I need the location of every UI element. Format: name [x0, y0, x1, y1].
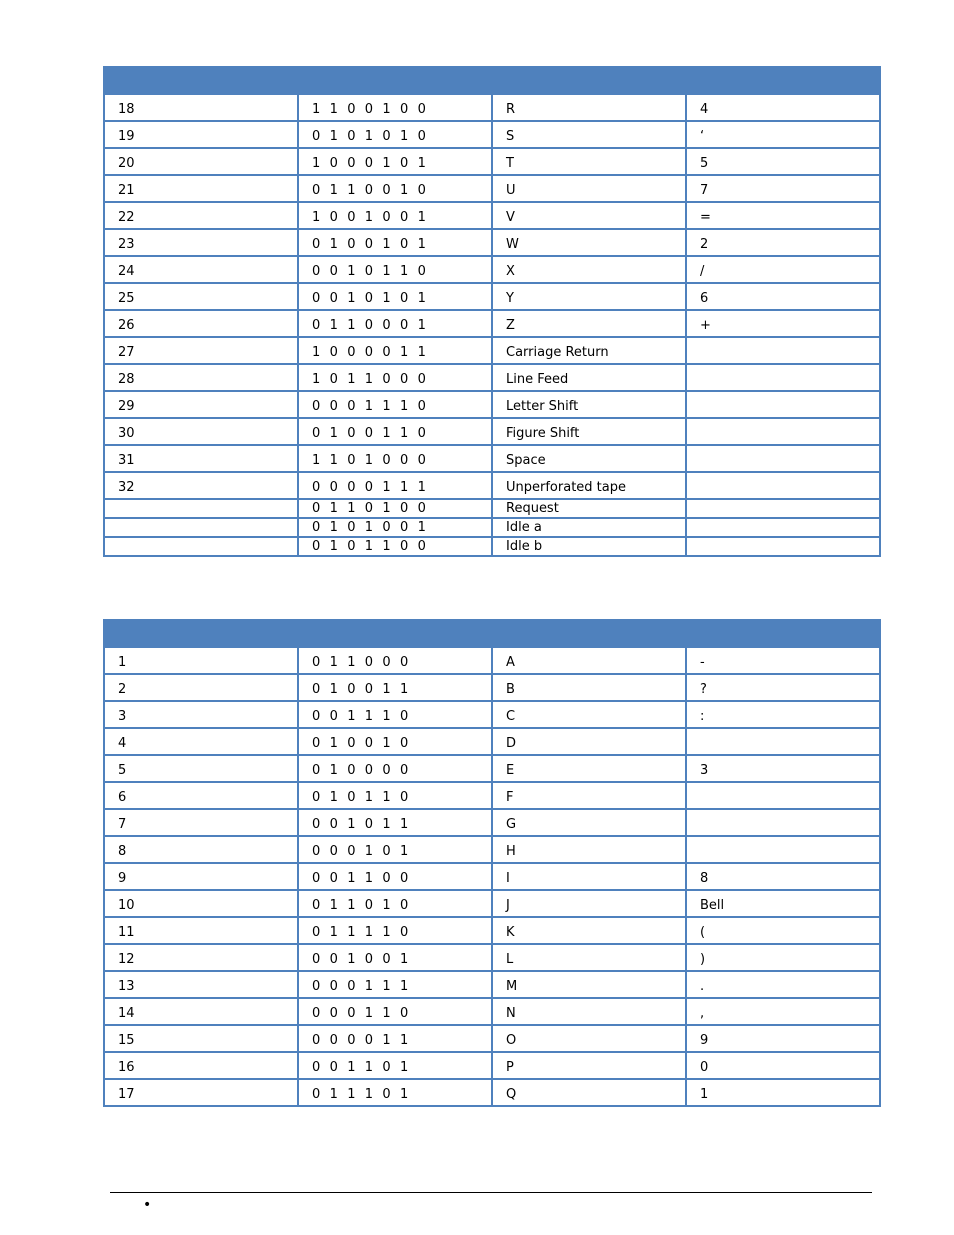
table-row — [104, 782, 880, 809]
figure-cell — [686, 809, 880, 836]
code-cell: 1 1 0 0 1 0 0 — [298, 94, 492, 121]
code-cell: 0 0 1 1 0 0 — [298, 863, 492, 890]
figure-cell: Bell — [686, 890, 880, 917]
figure-cell — [686, 364, 880, 391]
code-cell: 1 1 0 1 0 0 0 — [298, 445, 492, 472]
table-row — [104, 175, 880, 202]
number-cell: 15 — [104, 1025, 298, 1052]
code-cell: 0 0 1 1 0 1 — [298, 1052, 492, 1079]
table-row — [104, 971, 880, 998]
table-row — [104, 836, 880, 863]
number-cell: 23 — [104, 229, 298, 256]
figure-cell — [686, 472, 880, 499]
letter-cell: Z — [492, 310, 686, 337]
table-row — [104, 283, 880, 310]
letter-cell: Idle b — [492, 537, 686, 556]
figure-cell: ) — [686, 944, 880, 971]
table-row — [104, 391, 880, 418]
letter-cell: W — [492, 229, 686, 256]
table-row — [104, 518, 880, 537]
number-cell: 17 — [104, 1079, 298, 1106]
figure-cell: 1 — [686, 1079, 880, 1106]
letter-cell: Request — [492, 499, 686, 518]
letter-cell: P — [492, 1052, 686, 1079]
figure-cell: 2 — [686, 229, 880, 256]
letter-cell: O — [492, 1025, 686, 1052]
code-cell: 0 0 0 0 1 1 — [298, 1025, 492, 1052]
number-cell: 9 — [104, 863, 298, 890]
code-cell: 0 1 0 1 0 1 0 — [298, 121, 492, 148]
figure-cell — [686, 518, 880, 537]
figure-cell: = — [686, 202, 880, 229]
table-row — [104, 1025, 880, 1052]
code-cell: 0 0 0 0 1 1 1 — [298, 472, 492, 499]
code-cell: 0 0 0 1 1 0 — [298, 998, 492, 1025]
number-cell: 16 — [104, 1052, 298, 1079]
letter-cell: G — [492, 809, 686, 836]
letter-cell: H — [492, 836, 686, 863]
code-cell: 1 0 1 1 0 0 0 — [298, 364, 492, 391]
number-cell: 26 — [104, 310, 298, 337]
code-cell: 0 0 0 1 0 1 — [298, 836, 492, 863]
code-cell: 0 0 1 0 1 1 — [298, 809, 492, 836]
table-row — [104, 229, 880, 256]
table-row — [104, 364, 880, 391]
number-cell: 22 — [104, 202, 298, 229]
number-cell: 5 — [104, 755, 298, 782]
table-row — [104, 310, 880, 337]
letter-cell: S — [492, 121, 686, 148]
code-cell: 1 0 0 0 1 0 1 — [298, 148, 492, 175]
number-cell: 21 — [104, 175, 298, 202]
number-cell: 4 — [104, 728, 298, 755]
number-cell: 25 — [104, 283, 298, 310]
code-cell: 0 0 1 1 1 0 — [298, 701, 492, 728]
letter-cell: B — [492, 674, 686, 701]
table-row — [104, 94, 880, 121]
code-cell: 0 1 1 0 0 1 0 — [298, 175, 492, 202]
code-table-a — [103, 66, 881, 557]
letter-cell: C — [492, 701, 686, 728]
letter-cell: Line Feed — [492, 364, 686, 391]
figure-cell — [686, 418, 880, 445]
code-cell: 0 1 1 1 0 1 — [298, 1079, 492, 1106]
code-cell: 0 1 0 0 1 1 0 — [298, 418, 492, 445]
table-row — [104, 472, 880, 499]
figure-cell — [686, 337, 880, 364]
letter-cell: E — [492, 755, 686, 782]
letter-cell: Y — [492, 283, 686, 310]
table-row — [104, 998, 880, 1025]
code-cell: 0 1 1 0 0 0 1 — [298, 310, 492, 337]
code-cell: 0 1 1 0 0 0 — [298, 647, 492, 674]
number-cell: 31 — [104, 445, 298, 472]
figure-cell — [686, 782, 880, 809]
table-row — [104, 674, 880, 701]
number-cell: 14 — [104, 998, 298, 1025]
number-cell: 24 — [104, 256, 298, 283]
table-row — [104, 499, 880, 518]
code-cell: 0 1 1 0 1 0 0 — [298, 499, 492, 518]
code-cell: 0 1 1 1 1 0 — [298, 917, 492, 944]
code-cell: 1 0 0 0 0 1 1 — [298, 337, 492, 364]
letter-cell: N — [492, 998, 686, 1025]
code-cell: 0 0 1 0 0 1 — [298, 944, 492, 971]
letter-cell: Letter Shift — [492, 391, 686, 418]
code-cell: 0 1 0 1 1 0 — [298, 782, 492, 809]
table-row — [104, 728, 880, 755]
table-row — [104, 1079, 880, 1106]
table-row — [104, 944, 880, 971]
table-row — [104, 445, 880, 472]
number-cell: 10 — [104, 890, 298, 917]
letter-cell: F — [492, 782, 686, 809]
number-cell: 6 — [104, 782, 298, 809]
number-cell: 11 — [104, 917, 298, 944]
letter-cell: Unperforated tape — [492, 472, 686, 499]
figure-cell: , — [686, 998, 880, 1025]
table-row — [104, 917, 880, 944]
figure-cell — [686, 499, 880, 518]
table-row — [104, 863, 880, 890]
letter-cell: K — [492, 917, 686, 944]
number-cell — [104, 537, 298, 556]
figure-cell: 3 — [686, 755, 880, 782]
letter-cell: I — [492, 863, 686, 890]
code-cell: 0 1 0 1 0 0 1 — [298, 518, 492, 537]
number-cell: 2 — [104, 674, 298, 701]
number-cell: 19 — [104, 121, 298, 148]
figure-cell — [686, 445, 880, 472]
letter-cell: V — [492, 202, 686, 229]
figure-cell: - — [686, 647, 880, 674]
figure-cell: 5 — [686, 148, 880, 175]
number-cell: 1 — [104, 647, 298, 674]
code-cell: 0 0 1 0 1 0 1 — [298, 283, 492, 310]
code-cell: 0 1 0 0 0 0 — [298, 755, 492, 782]
number-cell — [104, 518, 298, 537]
figure-cell: 7 — [686, 175, 880, 202]
figure-cell: : — [686, 701, 880, 728]
letter-cell: Q — [492, 1079, 686, 1106]
number-cell: 20 — [104, 148, 298, 175]
letter-cell: L — [492, 944, 686, 971]
table-b-body — [104, 620, 880, 1106]
table-row — [104, 202, 880, 229]
figure-cell: 6 — [686, 283, 880, 310]
number-cell: 30 — [104, 418, 298, 445]
number-cell: 8 — [104, 836, 298, 863]
table-row — [104, 418, 880, 445]
code-cell: 0 0 0 1 1 1 — [298, 971, 492, 998]
figure-cell: ‘ — [686, 121, 880, 148]
number-cell: 28 — [104, 364, 298, 391]
number-cell: 7 — [104, 809, 298, 836]
code-cell: 0 0 0 1 1 1 0 — [298, 391, 492, 418]
figure-cell: 0 — [686, 1052, 880, 1079]
table-row — [104, 890, 880, 917]
number-cell: 18 — [104, 94, 298, 121]
figure-cell — [686, 391, 880, 418]
table-row — [104, 755, 880, 782]
footer-rule — [110, 1192, 872, 1193]
table-row — [104, 148, 880, 175]
figure-cell: 4 — [686, 94, 880, 121]
table-row — [104, 121, 880, 148]
footer-bullet: • — [143, 1197, 152, 1213]
number-cell — [104, 499, 298, 518]
figure-cell: 8 — [686, 863, 880, 890]
letter-cell: J — [492, 890, 686, 917]
table-row — [104, 337, 880, 364]
figure-cell: / — [686, 256, 880, 283]
figure-cell: 9 — [686, 1025, 880, 1052]
number-cell: 32 — [104, 472, 298, 499]
code-cell: 0 1 1 0 1 0 — [298, 890, 492, 917]
number-cell: 29 — [104, 391, 298, 418]
letter-cell: Idle a — [492, 518, 686, 537]
table-row — [104, 647, 880, 674]
letter-cell: M — [492, 971, 686, 998]
letter-cell: X — [492, 256, 686, 283]
figure-cell — [686, 836, 880, 863]
figure-cell: . — [686, 971, 880, 998]
code-cell: 0 0 1 0 1 1 0 — [298, 256, 492, 283]
letter-cell: D — [492, 728, 686, 755]
code-table-b — [103, 619, 881, 1107]
number-cell: 27 — [104, 337, 298, 364]
number-cell: 13 — [104, 971, 298, 998]
letter-cell: Carriage Return — [492, 337, 686, 364]
code-cell: 1 0 0 1 0 0 1 — [298, 202, 492, 229]
letter-cell: Space — [492, 445, 686, 472]
code-cell: 0 1 0 0 1 0 1 — [298, 229, 492, 256]
number-cell: 12 — [104, 944, 298, 971]
table-row — [104, 809, 880, 836]
table-row — [104, 256, 880, 283]
figure-cell: ( — [686, 917, 880, 944]
figure-cell: + — [686, 310, 880, 337]
letter-cell: U — [492, 175, 686, 202]
letter-cell: R — [492, 94, 686, 121]
letter-cell: A — [492, 647, 686, 674]
table-row — [104, 701, 880, 728]
letter-cell: Figure Shift — [492, 418, 686, 445]
code-cell: 0 1 0 1 1 0 0 — [298, 537, 492, 556]
table-header-bar — [104, 620, 880, 647]
figure-cell — [686, 728, 880, 755]
code-cell: 0 1 0 0 1 0 — [298, 728, 492, 755]
table-header-bar — [104, 67, 880, 94]
figure-cell — [686, 537, 880, 556]
figure-cell: ? — [686, 674, 880, 701]
table-row — [104, 1052, 880, 1079]
number-cell: 3 — [104, 701, 298, 728]
letter-cell: T — [492, 148, 686, 175]
table-row — [104, 537, 880, 556]
table-a-body — [104, 67, 880, 556]
code-cell: 0 1 0 0 1 1 — [298, 674, 492, 701]
